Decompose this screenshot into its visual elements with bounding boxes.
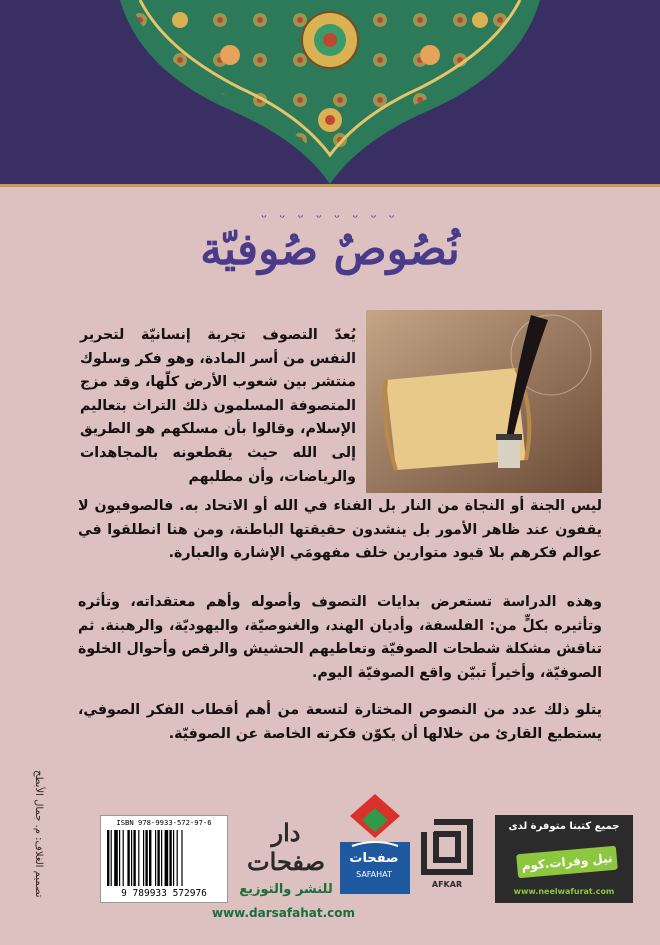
arabesque-ornament-icon bbox=[0, 0, 660, 184]
publisher-logo bbox=[236, 816, 336, 906]
barcode-number: 9 789933 572976 bbox=[121, 888, 207, 899]
isbn-barcode bbox=[100, 815, 228, 903]
cover-design-credit: تصميم الغلاف: م. جمال الأبطح bbox=[33, 770, 44, 898]
neel-heading: جميع كتبنا متوفرة لدى bbox=[508, 821, 620, 832]
quill-icon bbox=[366, 310, 602, 493]
barcode-icon bbox=[105, 830, 223, 886]
safahat-logo-word: صفحات bbox=[349, 851, 399, 866]
paragraph-3: وهذه الدراسة تستعرض بدايات التصوف وأصوله وأهم معتقداته، وتأثره وتأثيره بكلٍّ من: الفلسفة، وأديان الهند، والغنوصيّة، واليهوديّة، والرهبنة. ثم تناقش مشكلة شطحات الصوفيّة وتعاطيهم الحشيش والرقص وأحوال الخلوة الصوفيّة، وأخيراً تبيّن واقع الصوفيّة اليوم. bbox=[78, 594, 602, 681]
safahat-logo-icon bbox=[340, 794, 410, 894]
afkar-logo-icon bbox=[420, 818, 474, 878]
publisher-name: دار صفحات bbox=[247, 818, 325, 876]
ornament-band bbox=[0, 0, 660, 187]
neelwafurat-badge bbox=[495, 815, 633, 903]
paragraph-2: ليس الجنة أو النجاة من النار بل الفناء في الله أو الاتحاد به. فالصوفيون لا يقفون عند ظاهر الأمور بل ينشدون حقيقتها الباطنة، ومن هنا انطلقوا في عوالم فكرهم بلا قيود متوارين خلف مفهومَي الإشارة والعبارة. bbox=[78, 498, 602, 562]
afkar-label: AFKAR bbox=[431, 880, 463, 889]
book-title: نُصُوصٌ صُوفيّة bbox=[200, 224, 460, 275]
title-ornament: ᵕ ᵕ ᵕ ᵕ ᵕ ᵕ ᵕ ᵕ bbox=[261, 210, 399, 226]
safahat-logo-en: SAFAHAT bbox=[356, 870, 392, 879]
quill-parchment-image bbox=[366, 310, 602, 493]
isbn-text: ISBN 978-9933-572-97-6 bbox=[116, 818, 212, 827]
intro-paragraph: يُعدّ التصوف تجربة إنسانيّة لتحرير النفس من أسر المادة، وهو فكر وسلوك منتشر بين شعوب الأرض كلّها، وقد مزج المتصوفة المسلمون ذلك التراث بتعاليم الإسلام، وقالوا بأن مسلكهم هو الطريق إلى الله حيث يقطعونه بالمجاهدات والرياضات، وأن مطلبهم bbox=[80, 327, 356, 485]
paragraph-4: يتلو ذلك عدد من النصوص المختارة لتسعة من أهم أقطاب الفكر الصوفي، يستطيع القارئ من خلالها أن يكوّن فكرته الخاصة عن الصوفيّة. bbox=[78, 702, 602, 742]
neel-brand: نيل وفرات.كوم bbox=[516, 846, 618, 879]
publisher-website: www.darsafahat.com bbox=[212, 906, 356, 920]
neel-url: www.neelwafurat.com bbox=[513, 887, 615, 896]
publisher-subtitle: للنشر والتوزيع bbox=[239, 882, 333, 897]
